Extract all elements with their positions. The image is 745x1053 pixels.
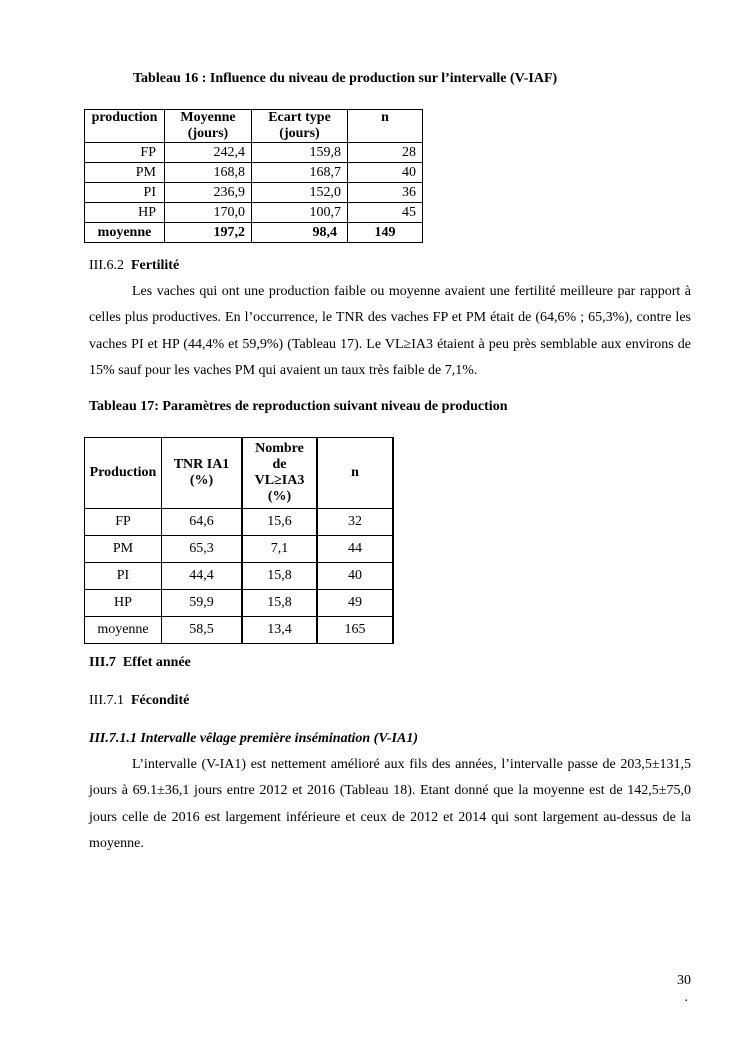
table16-header-production: production xyxy=(85,110,165,143)
section-title: Fertilité xyxy=(131,258,180,273)
table-row xyxy=(85,563,394,590)
table-cell: 152,0 xyxy=(252,183,348,203)
table-cell: 15,8 xyxy=(242,590,317,617)
paragraph-text: L’intervalle (V-IA1) est nettement amélioré aux fils des années, l’intervalle passe de 203,5±131,5 jours à 69.1±36,1 jours entre 2012 et 2016 (Tableau 18). Etant donné que la moyenne est de 142,5±75,0 jours celle de 2016 est largement inférieure et ceux de 2012 et 2014 qui sont largement au-dessus de la moyenne. xyxy=(89,757,691,851)
table-cell: 32 xyxy=(317,509,393,536)
table-cell: 49 xyxy=(317,590,393,617)
table-cell: 168,7 xyxy=(252,163,348,183)
table-cell: 236,9 xyxy=(165,183,252,203)
section-number: III.7.1 xyxy=(89,693,124,708)
paragraph-v-ia1 xyxy=(89,752,691,857)
table-cell: PI xyxy=(85,563,162,590)
table-row xyxy=(85,509,394,536)
table17-header-row xyxy=(85,438,394,509)
table17-header-vl-ia3: Nombre de VL≥IA3 (%) xyxy=(242,438,317,509)
table16-header-ecart-type: Ecart type (jours) xyxy=(252,110,348,143)
paragraph-fertility xyxy=(89,279,691,384)
table-cell: 58,5 xyxy=(162,617,243,644)
table-cell: 170,0 xyxy=(165,203,252,223)
table-cell: 15,8 xyxy=(242,563,317,590)
table-cell: 44 xyxy=(317,536,393,563)
table-cell: 159,8 xyxy=(252,143,348,163)
section-heading-3-6-2 xyxy=(89,258,179,274)
table16-header-moyenne: Moyenne (jours) xyxy=(165,110,252,143)
table-row xyxy=(85,590,394,617)
table-cell: 165 xyxy=(317,617,393,644)
table-cell: 168,8 xyxy=(165,163,252,183)
table-cell: 45 xyxy=(348,203,423,223)
table-row xyxy=(85,223,423,243)
table-cell: FP xyxy=(85,509,162,536)
table-cell: FP xyxy=(85,143,165,163)
table-cell: 64,6 xyxy=(162,509,243,536)
table-cell: 44,4 xyxy=(162,563,243,590)
table-cell: 242,4 xyxy=(165,143,252,163)
table-cell: 28 xyxy=(348,143,423,163)
table16-header-n: n xyxy=(348,110,423,143)
section-number: III.6.2 xyxy=(89,258,124,273)
table-cell: 40 xyxy=(317,563,393,590)
table16 xyxy=(84,109,423,243)
table17-caption: Tableau 17: Paramètres de reproduction suivant niveau de production xyxy=(89,399,508,414)
table-cell: 13,4 xyxy=(242,617,317,644)
table17-header-tnr: TNR IA1 (%) xyxy=(162,438,243,509)
table-row xyxy=(85,163,423,183)
table-cell: 36 xyxy=(348,183,423,203)
table-cell: 15,6 xyxy=(242,509,317,536)
page-dot: . xyxy=(684,990,688,1005)
table-cell: 40 xyxy=(348,163,423,183)
table-cell: HP xyxy=(85,590,162,617)
table-row xyxy=(85,183,423,203)
table-cell: 149 xyxy=(348,223,423,243)
table-cell: 7,1 xyxy=(242,536,317,563)
table-cell: PM xyxy=(85,163,165,183)
table17-header-n: n xyxy=(317,438,393,509)
table-cell: PM xyxy=(85,536,162,563)
table-cell: 65,3 xyxy=(162,536,243,563)
section-heading-3-7-1-1: III.7.1.1 Intervalle vêlage première insémination (V-IA1) xyxy=(89,731,418,746)
table-row xyxy=(85,617,394,644)
table17 xyxy=(84,437,394,644)
table-row xyxy=(85,536,394,563)
table-cell: 98,4 xyxy=(252,223,348,243)
table-row xyxy=(85,143,423,163)
table-cell: PI xyxy=(85,183,165,203)
table-cell: moyenne xyxy=(85,617,162,644)
table-cell: HP xyxy=(85,203,165,223)
section-heading-3-7: III.7 Effet année xyxy=(89,655,191,670)
table-cell: 100,7 xyxy=(252,203,348,223)
table-cell: 59,9 xyxy=(162,590,243,617)
page-number: 30 xyxy=(677,973,691,988)
section-heading-3-7-1 xyxy=(89,693,189,709)
table17-header-production: Production xyxy=(85,438,162,509)
table16-header-row xyxy=(85,110,423,143)
table-cell: 197,2 xyxy=(165,223,252,243)
paragraph-text: Les vaches qui ont une production faible ou moyenne avaient une fertilité meilleure par rapport à celles plus productives. En l’occurrence, le TNR des vaches FP et PM était de (64,6% ; 65,3%), contre les vaches PI et HP (44,4% et 59,9%) (Tableau 17). Le VL≥IA3 étaient à peu près semblable aux environs de 15% sauf pour les vaches PM qui avaient un taux très faible de 7,1%. xyxy=(89,284,691,378)
table-cell: moyenne xyxy=(85,223,165,243)
table-row xyxy=(85,203,423,223)
section-title: Fécondité xyxy=(131,693,190,708)
table16-caption: Tableau 16 : Influence du niveau de production sur l’intervalle (V-IAF) xyxy=(133,71,558,86)
